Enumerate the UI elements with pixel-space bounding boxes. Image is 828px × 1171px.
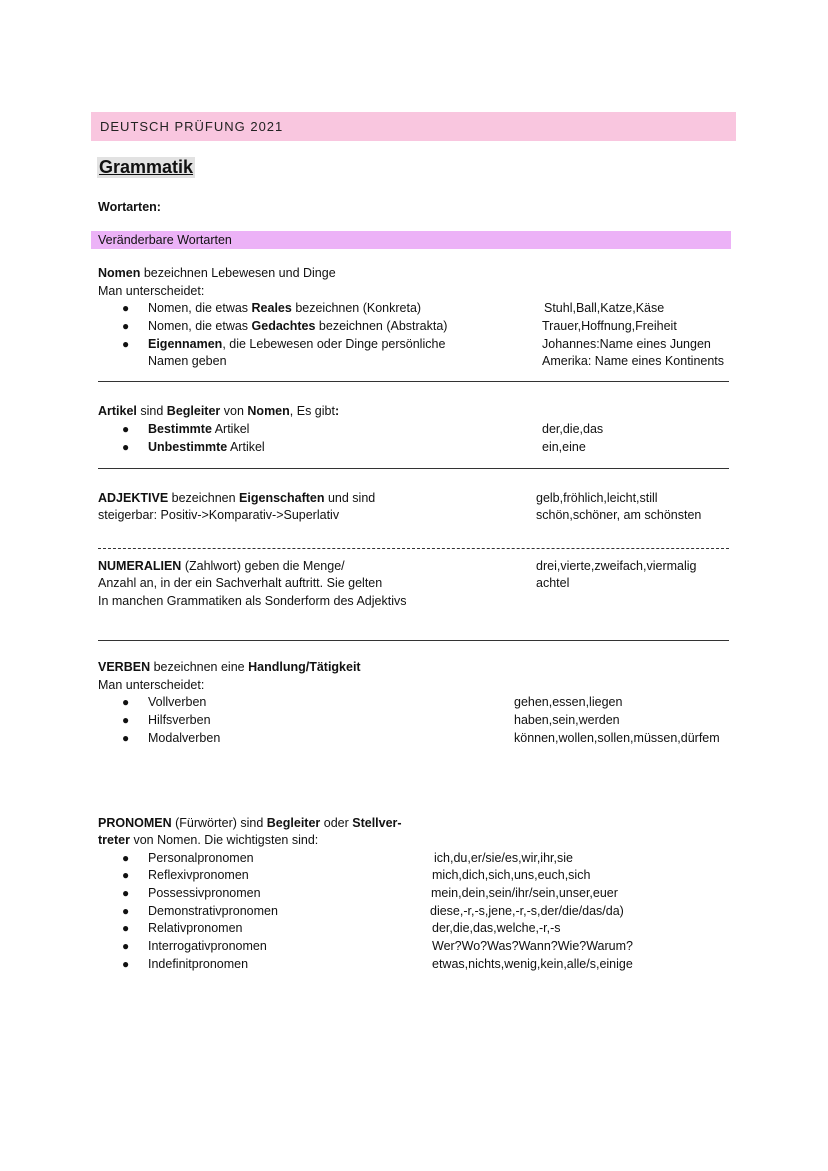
bullet-icon: ● <box>122 713 130 727</box>
adjektive-intro: ADJEKTIVE bezeichnen Eigenschaften und sind <box>98 491 376 505</box>
nomen-line2: Man unterscheidet: <box>98 284 205 298</box>
pronomen-item: Demonstrativpronomen <box>148 904 278 918</box>
nomen-intro: Nomen bezeichnen Lebewesen und Dinge <box>98 266 336 280</box>
nomen-example: Amerika: Name eines Kontinents <box>542 354 725 368</box>
nomen-item: Nomen, die etwas Reales bezeichnen (Konkreta) <box>148 301 422 315</box>
nomen-example: Trauer,Hoffnung,Freiheit <box>542 319 677 333</box>
section-subtitle: Wortarten: <box>98 200 161 214</box>
numeralien-line2: Anzahl an, in der ein Sachverhalt auftritt. Sie gelten <box>98 576 383 590</box>
pronomen-item: Personalpronomen <box>148 851 254 865</box>
pronomen-example: etwas,nichts,wenig,kein,alle/s,einige <box>432 957 633 971</box>
artikel-example: ein,eine <box>542 440 586 454</box>
bullet-icon: ● <box>122 939 130 953</box>
pronomen-example: mich,dich,sich,uns,euch,sich <box>432 868 591 882</box>
pronomen-item: Interrogativpronomen <box>148 939 267 953</box>
numeralien-intro: NUMERALIEN (Zahlwort) geben die Menge/ <box>98 559 345 573</box>
verben-example: können,wollen,sollen,müssen,dürfem <box>514 731 720 745</box>
bullet-icon: ● <box>122 440 130 454</box>
bullet-icon: ● <box>122 868 130 882</box>
bullet-icon: ● <box>122 319 130 333</box>
verben-intro: VERBEN bezeichnen eine Handlung/Tätigkeit <box>98 660 361 674</box>
verben-example: gehen,essen,liegen <box>514 695 623 709</box>
section-band-label: Veränderbare Wortarten <box>98 233 232 247</box>
numeralien-example: achtel <box>536 576 570 590</box>
bullet-icon: ● <box>122 851 130 865</box>
numeralien-line3: In manchen Grammatiken als Sonderform des Adjektivs <box>98 594 407 608</box>
bullet-icon: ● <box>122 695 130 709</box>
nomen-item-continuation: Namen geben <box>148 354 227 368</box>
bullet-icon: ● <box>122 904 130 918</box>
artikel-intro: Artikel sind Begleiter von Nomen, Es gibt: <box>98 404 340 418</box>
artikel-item: Unbestimmte Artikel <box>148 440 265 454</box>
divider <box>98 640 729 641</box>
adjektive-example: gelb,fröhlich,leicht,still <box>536 491 658 505</box>
page-title: Grammatik <box>99 157 194 177</box>
pronomen-intro: PRONOMEN (Fürwörter) sind Begleiter oder Stellver- <box>98 816 402 830</box>
nomen-example: Stuhl,Ball,Katze,Käse <box>544 301 665 315</box>
dashed-divider <box>98 548 729 549</box>
bullet-icon: ● <box>122 731 130 745</box>
verben-example: haben,sein,werden <box>514 713 620 727</box>
adjektive-line2: steigerbar: Positiv->Komparativ->Superlativ <box>98 508 340 522</box>
pronomen-example: mein,dein,sein/ihr/sein,unser,euer <box>431 886 618 900</box>
numeralien-example: drei,vierte,zweifach,viermalig <box>536 559 697 573</box>
nomen-item: Nomen, die etwas Gedachtes bezeichnen (Abstrakta) <box>148 319 448 333</box>
pronomen-example: diese,-r,-s,jene,-r,-s,der/die/das/da) <box>430 904 624 918</box>
pronomen-line2: treter von Nomen. Die wichtigsten sind: <box>98 833 319 847</box>
pronomen-item: Possessivpronomen <box>148 886 261 900</box>
verben-item: Vollverben <box>148 695 207 709</box>
bullet-icon: ● <box>122 422 130 436</box>
pronomen-example: der,die,das,welche,-r,-s <box>432 921 561 935</box>
artikel-item: Bestimmte Artikel <box>148 422 250 436</box>
pronomen-item: Relativpronomen <box>148 921 243 935</box>
pronomen-item: Reflexivpronomen <box>148 868 249 882</box>
bullet-icon: ● <box>122 301 130 315</box>
pronomen-example: Wer?Wo?Was?Wann?Wie?Warum? <box>432 939 633 953</box>
bullet-icon: ● <box>122 957 130 971</box>
divider <box>98 381 729 382</box>
nomen-item: Eigennamen, die Lebewesen oder Dinge persönliche <box>148 337 446 351</box>
verben-line2: Man unterscheidet: <box>98 678 205 692</box>
verben-item: Modalverben <box>148 731 221 745</box>
bullet-icon: ● <box>122 886 130 900</box>
divider <box>98 468 729 469</box>
bullet-icon: ● <box>122 921 130 935</box>
adjektive-example: schön,schöner, am schönsten <box>536 508 702 522</box>
nomen-example: Johannes:Name eines Jungen <box>542 337 711 351</box>
verben-item: Hilfsverben <box>148 713 211 727</box>
pronomen-example: ich,du,er/sie/es,wir,ihr,sie <box>434 851 573 865</box>
artikel-example: der,die,das <box>542 422 604 436</box>
pronomen-item: Indefinitpronomen <box>148 957 249 971</box>
document-header: DEUTSCH PRÜFUNG 2021 <box>100 119 284 134</box>
bullet-icon: ● <box>122 337 130 351</box>
